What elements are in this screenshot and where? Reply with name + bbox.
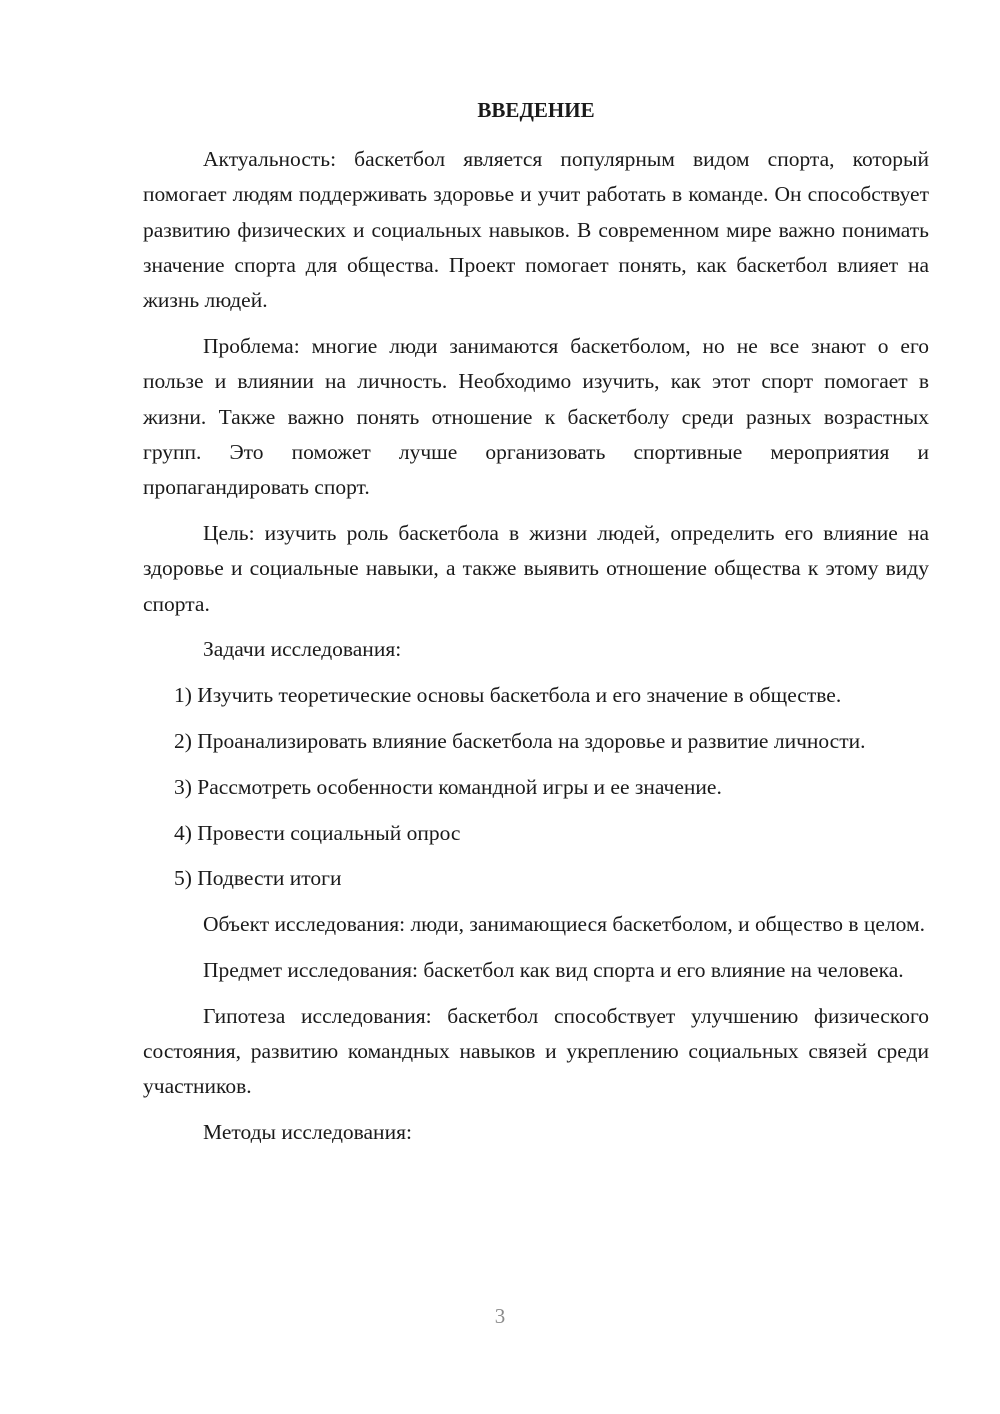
task-item-1: 1) Изучить теоретические основы баскетбола и его значение в обществе. [174, 683, 842, 708]
section-title: ВВЕДЕНИЕ [477, 98, 595, 122]
task-item-2: 2) Проанализировать влияние баскетбола на здоровье и развитие личности. [174, 728, 866, 753]
tasks-heading: Задачи исследования: [203, 637, 402, 662]
paragraph-goal: Цель: изучить роль баскетбола в жизни людей, определить его влияние на здоровье и социальные навыки, а также выявить отношение общества к этому виду спорта. [143, 520, 929, 616]
paragraph-hypothesis: Гипотеза исследования: баскетбол способствует улучшению физического состояния, развитию командных навыков и укреплению социальных связей среди участников. [143, 1003, 929, 1099]
paragraph-problem: Проблема: многие люди занимаются баскетболом, но не все знают о его пользе и влиянии на личность. Необходимо изучить, как этот спорт помогает в жизни. Также важно понять отношение к баскетболу среди разных возрастных групп. Это поможет лучше организовать спортивные мероприятия и пропагандировать спорт. [143, 333, 929, 500]
paragraph-object: Объект исследования: люди, занимающиеся баскетболом, и общество в целом. [203, 912, 926, 937]
document-body [143, 142, 929, 1161]
page-number: 3 [494, 1304, 506, 1328]
task-item-3: 3) Рассмотреть особенности командной игры и ее значение. [174, 774, 722, 799]
paragraph-relevance: Актуальность: баскетбол является популярным видом спорта, который помогает людям поддерживать здоровье и учит работать в команде. Он способствует развитию физических и социальных навыков. В современном мире важно понимать значение спорта для общества. Проект помогает понять, как баскетбол влияет на жизнь людей. [143, 147, 929, 313]
paragraph-subject: Предмет исследования: баскетбол как вид спорта и его влияние на человека. [203, 957, 904, 982]
task-item-4: 4) Провести социальный опрос [174, 820, 461, 845]
methods-heading: Методы исследования: [203, 1120, 412, 1145]
task-item-5: 5) Подвести итоги [174, 866, 342, 891]
